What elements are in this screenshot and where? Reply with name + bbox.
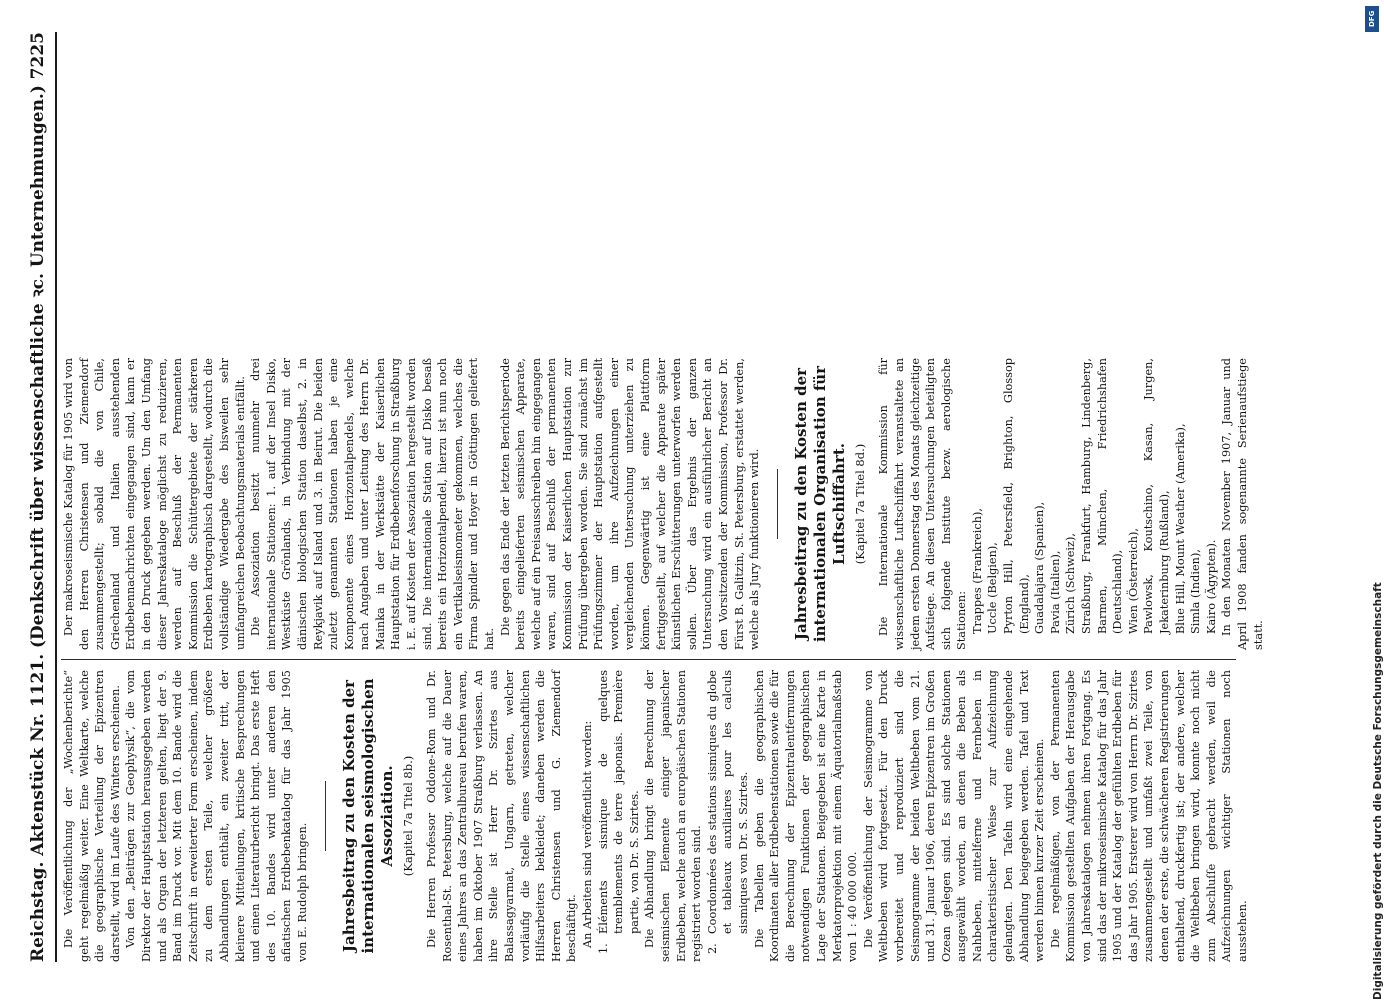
list-number: 1. bbox=[596, 943, 610, 954]
paragraph: Die regelmäßigen, von der Permanenten Kommission gestellten Aufgaben der Herausgabe von Jahreskatalogen nehmen ihren Fortgang. Es sind das der mikroseismische Katalog für das Jahr 1905 und der Katalog der gefühlten Erdbeben für das Jahr 1905. Ersterer wird von Herrn Dr. Szirtes zusammengestellt und umfaßt zwei Teile, von denen der erste, die schwächeren Registrierungen enthaltend, druckfertig ist; der andere, welcher die Weltbeben bringen wird, konnte noch nicht zum Abschluſſe gebracht werden, weil die Aufzeichnungen wichtiger Stationen noch ausstehen. bbox=[1048, 670, 1249, 962]
paragraph: Die Abhandlung bringt die Berechnung der seismischen Elemente einiger japanischer Erdbeben, welche auch an europäischen Stationen registriert worden sind. bbox=[643, 670, 704, 962]
list-text: Éléments sismique de quelques tremblements de terre japonais. Première partie, von Dr. S. Szirtes. bbox=[596, 670, 641, 934]
station-entry: Uccle (Belgien), bbox=[986, 542, 1000, 634]
paragraph: Der makroseismische Katalog für 1905 wird von den Herren Christensen und Ziemendorf zusammengestellt; sobald die von Chile, Griechenland und Italien ausstehenden Erdbebennachrichten eingegangen sind, kann er in den Druck gegeben werden. Um den Umfang dieser Jahreskataloge möglichst zu reduzieren, werden auf Beschluß der Permanenten Kommission die Schüttergebiete der stärkeren Erdbeben kartographisch dargestellt, wodurch die vollständige Wiedergabe des bisweilen sehr umfangreichen Beobachtungsmaterials entfällt. bbox=[62, 358, 247, 650]
station-entry: Simla (Indien), bbox=[1189, 549, 1203, 634]
paragraph: Von den „Beiträgen zur Geophysik“, die vom Direktor der Hauptstation herausgegeben werden und als Organ der letzteren gelten, liegt der 9. Band im Druck vor. Mit dem 10. Bande wird die Zeitschrift in erweiterter Form erscheinen, indem zu dem ersten Teile, welcher größere Abhandlungen enthält, ein zweiter tritt, der kleinere Mitteilungen, kritische Besprechungen und einen Literaturbericht bringt. Das erste Heft des 10. Bandes wird unter anderen den afiatischen Erdbebenkatalog für das Jahr 1905 von E. Rudolph bringen. bbox=[124, 670, 309, 962]
paragraph: Die Internationale Kommission für wissenschaftliche Luftschiffahrt veranstaltete an jedem ersten Donnerstag des Monats gleichzeitige Aufstiege. An diesen Untersuchungen beteiligten sich folgende Institute bezw. aerologische Stationen: bbox=[877, 358, 969, 650]
text-column-right bbox=[61, 358, 1265, 650]
list-item bbox=[596, 670, 643, 962]
section-divider bbox=[777, 469, 778, 539]
column-divider bbox=[61, 659, 1236, 660]
station-entry: Pavia (Italien), bbox=[1048, 550, 1062, 634]
running-header bbox=[25, 32, 57, 962]
header-left: Reichstag. Aktenstück Nr. 1121. bbox=[28, 653, 48, 962]
paragraph: Die gegen das Ende der letzten Berichtsperiode bereits eingelieferten seismischen Apparate, welche auf ein Preisausschreiben hin eingegangen waren, sind auf Beschluß der permanenten Kommission der Kaiserlichen Hauptstation zur Prüfung übergeben worden. Sie sind zunächst im Prüfungszimmer der Hauptstation aufgestellt worden, um ihre Aufzeichnungen einer vergleichenden Untersuchung unterziehen zu können. Gegenwärtig ist eine Plattform fertiggestellt, auf welcher die Apparate später künstlichen Erschütterungen unterworfen werden sollen. Über das Ergebnis der ganzen Untersuchung wird ein ausführlicher Bericht an den Vorsitzenden der Kommission, Professor Dr. Fürst B. Galitzin, St. Petersburg, erstattet werden, welche als Jury funktionieren wird. bbox=[498, 358, 762, 650]
station-entry: Trappes (Frankreich), bbox=[970, 507, 984, 634]
section-title: Jahresbeitrag zu den Kosten der internationalen Organisation für Luftschiffahrt. bbox=[791, 365, 848, 643]
page-number: 7225 bbox=[28, 32, 48, 80]
sidebar-credit bbox=[1357, 10, 1384, 1000]
paragraph: An Arbeiten sind veröffentlicht worden: bbox=[581, 720, 595, 948]
paragraph: Die Tabellen geben die geographischen Koordinaten aller Erdbebenstationen sowie die für die Berechnung der Epizentralentfernungen notwendigen Funktionen der geographischen Lage der Stationen. Beigegeben ist eine Karte in Merkatorprojektion mit einem Äquatorialmaßstab von 1 : 40 000 000. bbox=[752, 670, 860, 962]
rotated-page-content bbox=[25, 32, 1265, 962]
station-entry: Blue Hill, Mount Weather (Amerika), bbox=[1173, 423, 1187, 634]
text-column-left bbox=[61, 670, 1249, 962]
list-text: Coordonnées des stations sismiques du globe et tableaux auxiliaires pour les calculs sismiques von Dr. S. Szirtes. bbox=[705, 670, 750, 934]
digitization-credit: Digitalisierung gefördert durch die Deutsche Forschungsgemeinschaft bbox=[1372, 582, 1384, 1000]
station-entry: Straßburg, Frankfurt, Hamburg, Lindenberg, Barmen, München, Friedrichshafen (Deutschland), bbox=[1080, 358, 1125, 634]
section-title: Jahresbeitrag zu den Kosten der internationalen seismologischen Assoziation. bbox=[339, 678, 396, 954]
section-subtitle: (Kapitel 7a Titel 8d.) bbox=[852, 443, 867, 565]
station-entry: Guadalajara (Spanien), bbox=[1033, 501, 1047, 634]
station-entry: Wien (Österreich), bbox=[1126, 528, 1140, 634]
station-entry: Zürich (Schweiz), bbox=[1064, 533, 1078, 634]
paragraph: In den Monaten November 1907, Januar und April 1908 fanden sogenannte Serienaufstiege statt. bbox=[1220, 358, 1265, 650]
header-center: (Denkschrift über wissenschaftliche ꝛc. Unternehmungen.) bbox=[28, 85, 48, 649]
paragraph: Die Herren Professor Oddone-Rom und Dr. Rosenthal-St. Petersburg, welche auf die Dauer eines Jahres an das Zentralbureau berufen waren, haben im Oktober 1907 Straßburg verlassen. An ihre Stelle ist Herr Dr. Szirtes aus Balassagyarmat, Ungarn, getreten, welcher vorläufig die Stelle eines wissenschaftlichen Hilfsarbeiters bekleidet; daneben werden die Herren Christensen und G. Ziemendorf beschäftigt. bbox=[425, 670, 579, 962]
section-subtitle: (Kapitel 7a Titel 8b.) bbox=[400, 755, 415, 877]
paragraph: Die Veröffentlichung der Seismogramme von Weltbeben wird fortgesetzt. Für den Druck vorbereitet und reproduziert sind die Seismogramme der beiden Weltbeben vom 21. und 31. Januar 1906, deren Epizentren im Großen Ozean gelegen sind. Es sind solche Stationen ausgewählt worden, an denen die Beben als Nahbeben, mittelferne und Fernbeben in charakteristischer Weise zur Aufzeichnung gelangten. Den Tafeln wird eine eingehende Abhandlung beigegeben werden. Tafel und Text werden binnen kurzer Zeit erscheinen. bbox=[861, 670, 1047, 962]
station-entry: Pawlowsk, Koutschino, Kasan, Jurgen, Jekaterinburg (Rußland), bbox=[1142, 358, 1171, 634]
paragraph: Die Assoziation besitzt nunmehr drei internationale Stationen: 1. auf der Insel Disko, Westküste Grönlands, in Verbindung mit der dänischen biologischen Station daselbst, 2. in Reykjavik auf Island und 3. in Beirut. Die beiden zuletzt genannten Stationen haben je eine Komponente eines Horizontalpendels, welche nach Angaben und unter Leitung des Herrn Dr. Mainka in der Werkstätte der Kaiserlichen Hauptstation für Erdbebenforschung in Straßburg i. E. auf Kosten der Assoziation hergestellt worden sind. Die internationale Station auf Disko besaß bereits ein Horizontalpendel, hierzu ist nun noch ein Vertikalseismometer gekommen, welches die Firma Spindler und Hoyer in Göttingen geliefert hat. bbox=[249, 358, 497, 650]
section-divider bbox=[325, 781, 326, 851]
station-entry: Pyrton Hill, Petersfield, Brighton, Glossop (England), bbox=[1002, 358, 1031, 634]
list-number: 2. bbox=[705, 943, 719, 954]
list-item bbox=[705, 670, 752, 962]
dfg-logo: DFG bbox=[1365, 6, 1379, 32]
paragraph: Die Veröffentlichung der „Wochenberichte“ geht regelmäßig weiter. Eine Weltkarte, welche die geographische Verteilung der Epizentren darstellt, wird im Laufe des Winters erscheinen. bbox=[62, 670, 122, 962]
station-entry: Kairo (Ägypten). bbox=[1204, 539, 1218, 634]
